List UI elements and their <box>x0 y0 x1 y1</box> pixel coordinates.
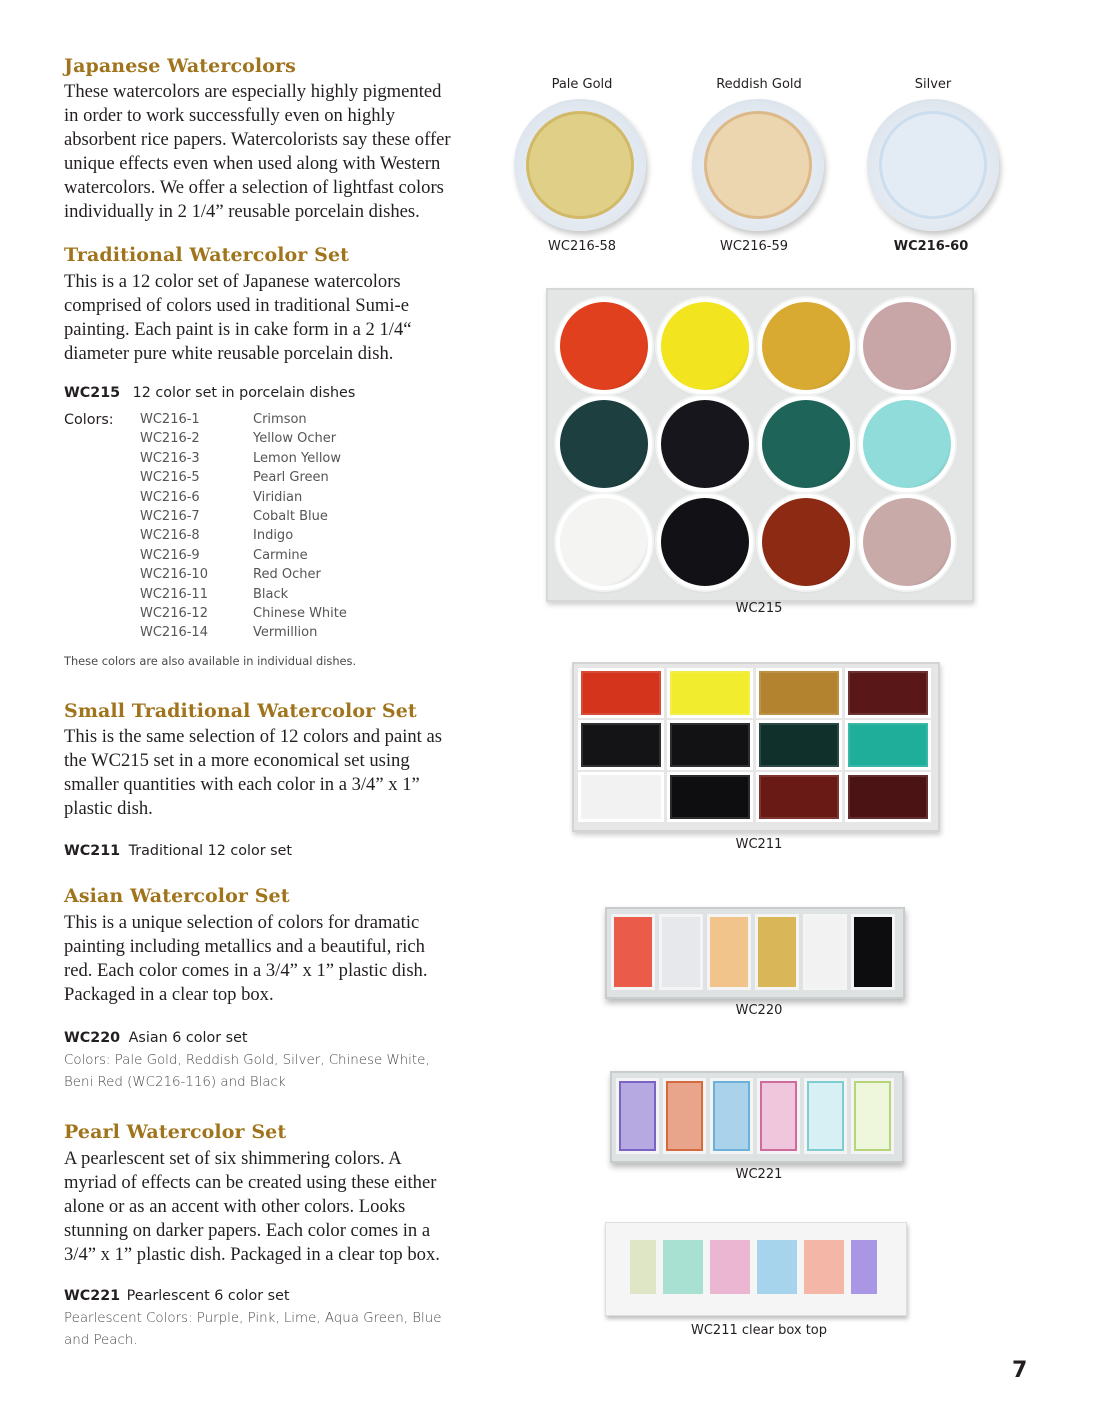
paint-cake <box>848 671 928 715</box>
lid-caption: WC211 clear box top <box>690 1323 828 1338</box>
heading-pearl-watercolor-set: Pearl Watercolor Set <box>64 1121 287 1143</box>
body-line: absorbent rice papers. Watercolorists say these offer <box>64 129 451 150</box>
paint-cake <box>762 400 850 488</box>
paint-dish <box>758 396 854 492</box>
dish-silver <box>867 99 999 231</box>
paint-cake <box>759 775 839 819</box>
body-line: myriad of effects can be created using these either <box>64 1172 437 1193</box>
color-code: WC216-3 <box>140 450 200 466</box>
body-line: painting including metallics and a beautiful, rich <box>64 936 425 957</box>
heading-small-traditional-watercolor-set: Small Traditional Watercolor Set <box>64 700 417 722</box>
color-code: WC216-10 <box>140 567 208 583</box>
paint-pan <box>578 772 664 822</box>
dish-label: Silver <box>914 77 952 92</box>
color-code: WC216-9 <box>140 547 200 563</box>
sku-description: Asian 6 color set <box>128 1030 248 1046</box>
paint-dish <box>556 396 652 492</box>
body-line: watercolors. We offer a selection of lightfast colors <box>64 177 444 198</box>
wc211-tray-image <box>572 662 940 832</box>
paint-pan <box>616 1078 659 1154</box>
paint-dish <box>758 298 854 394</box>
body-line: A pearlescent set of six shimmering colors. A <box>64 1148 402 1169</box>
paint-pan <box>667 720 753 770</box>
paint-cake <box>848 775 928 819</box>
paint-pan <box>578 720 664 770</box>
paint-cake <box>762 302 850 390</box>
paint-cake <box>662 917 700 987</box>
color-code: WC216-1 <box>140 412 200 427</box>
dish-reddish-gold <box>692 99 824 231</box>
dish-code: WC216-58 <box>548 239 616 254</box>
paint-cake <box>560 400 648 488</box>
sku-code: WC211 <box>64 843 121 859</box>
individual-dishes-note: These colors are also available in individual dishes. <box>64 654 357 668</box>
paint-pan <box>851 914 895 990</box>
paint-cake <box>759 723 839 767</box>
color-name: Lemon Yellow <box>253 450 342 466</box>
paint-pan <box>756 720 842 770</box>
paint-cake <box>581 671 661 715</box>
paint-cake <box>863 302 951 390</box>
paint-cake <box>614 917 652 987</box>
paint-pan <box>707 914 751 990</box>
color-code: WC216-14 <box>140 625 208 641</box>
color-code: WC216-5 <box>140 470 200 486</box>
paint-pan <box>803 914 847 990</box>
sku-description: Pearlescent 6 color set <box>126 1288 290 1304</box>
sku-wc221-line <box>64 1288 290 1304</box>
body-line: plastic dish. <box>64 798 153 819</box>
heading-asian-watercolor-set: Asian Watercolor Set <box>64 885 290 907</box>
wc221-caption: WC221 <box>735 1167 783 1182</box>
paint-pan <box>845 772 931 822</box>
body-line: unique effects even when used along with Western <box>64 153 441 174</box>
color-name: Cobalt Blue <box>253 508 328 524</box>
lid-window <box>757 1240 797 1294</box>
body-line: This is the same selection of 12 colors and paint as <box>64 726 442 747</box>
paint-pan <box>659 914 703 990</box>
color-code: WC216-6 <box>140 489 200 505</box>
paint-pan <box>756 668 842 718</box>
lid-window <box>804 1240 844 1294</box>
color-code: WC216-11 <box>140 586 208 602</box>
lid-window <box>663 1240 703 1294</box>
paint-cake <box>560 302 648 390</box>
paint-cake <box>581 775 661 819</box>
body-line: alone or as an accent with other colors. Looks <box>64 1196 406 1217</box>
wc221-tray-image <box>610 1071 904 1163</box>
note-line: Beni Red (WC216-116) and Black <box>64 1074 286 1090</box>
paint-dish <box>859 396 955 492</box>
body-line: comprised of colors used in traditional Sumi-e <box>64 295 409 316</box>
sku-wc211-line <box>64 843 292 859</box>
paint-cake <box>762 498 850 586</box>
sku-code: WC221 <box>64 1288 121 1304</box>
color-code: WC216-7 <box>140 508 200 524</box>
body-line: This is a 12 color set of Japanese watercolors <box>64 271 401 292</box>
lid-window <box>710 1240 750 1294</box>
body-line: This is a unique selection of colors for dramatic <box>64 912 420 933</box>
sku-description: 12 color set in porcelain dishes <box>132 385 356 401</box>
body-line: individually in 2 1/4” reusable porcelain dishes. <box>64 201 420 222</box>
paint-pan <box>851 1078 894 1154</box>
paint-dish <box>859 494 955 590</box>
sku-description: Traditional 12 color set <box>128 843 292 859</box>
paint-cake <box>863 498 951 586</box>
heading-japanese-watercolors: Japanese Watercolors <box>64 55 296 77</box>
wc215-caption: WC215 <box>735 601 783 616</box>
wc211-caption: WC211 <box>735 837 783 852</box>
body-line: Packaged in a clear top box. <box>64 984 274 1005</box>
color-name: Red Ocher <box>253 567 321 583</box>
asian-colors-note <box>64 1050 474 1093</box>
sku-code: WC215 <box>64 385 121 401</box>
paint-dish <box>657 396 753 492</box>
paint-cake <box>807 1081 844 1151</box>
color-name: Crimson <box>253 412 307 427</box>
color-name: Indigo <box>253 528 294 544</box>
paint-pan <box>667 772 753 822</box>
heading-traditional-watercolor-set: Traditional Watercolor Set <box>64 244 350 266</box>
paint-pan <box>755 914 799 990</box>
paint-cake <box>863 400 951 488</box>
paint-cake <box>879 111 987 219</box>
paint-cake <box>581 723 661 767</box>
paint-pan <box>578 668 664 718</box>
paint-cake <box>759 671 839 715</box>
paint-cake <box>670 671 750 715</box>
dish-label: Reddish Gold <box>716 77 802 92</box>
paint-cake <box>854 917 892 987</box>
paint-cake <box>670 723 750 767</box>
wc220-caption: WC220 <box>735 1003 783 1018</box>
color-name: Black <box>253 586 289 602</box>
color-name: Pearl Green <box>253 470 329 486</box>
body-line: painting. Each paint is in cake form in a 2 1/4“ <box>64 319 412 340</box>
color-name: Yellow Ocher <box>253 431 337 447</box>
body-line: diameter pure white reusable porcelain dish. <box>64 343 394 364</box>
paint-cake <box>661 498 749 586</box>
paint-cake <box>670 775 750 819</box>
page-number: 7 <box>1012 1358 1028 1383</box>
japanese-watercolors-body <box>64 80 474 224</box>
dish-code: WC216-60 <box>893 239 969 254</box>
color-code: WC216-12 <box>140 605 208 621</box>
dish-code: WC216-59 <box>720 239 788 254</box>
paint-dish <box>657 494 753 590</box>
paint-cake <box>661 400 749 488</box>
paint-cake <box>854 1081 891 1151</box>
paint-cake <box>710 917 748 987</box>
traditional-set-body <box>64 270 474 366</box>
dish-pale-gold <box>514 99 646 231</box>
paint-cake <box>619 1081 656 1151</box>
body-line: red. Each color comes in a 3/4” x 1” plastic dish. <box>64 960 428 981</box>
color-code: WC216-2 <box>140 431 200 447</box>
color-name: Vermillion <box>253 625 318 641</box>
paint-cake <box>848 723 928 767</box>
color-name: Chinese White <box>253 605 347 621</box>
paint-cake <box>704 111 812 219</box>
colors-label: Colors: <box>64 412 114 428</box>
pearl-colors-note <box>64 1308 474 1351</box>
asian-set-body <box>64 911 474 1007</box>
small-traditional-set-body <box>64 725 474 821</box>
paint-cake <box>713 1081 750 1151</box>
paint-pan <box>804 1078 847 1154</box>
body-line: the WC215 set in a more economical set using <box>64 750 410 771</box>
note-line: Colors: Pale Gold, Reddish Gold, Silver, Chinese White, <box>64 1053 430 1068</box>
paint-pan <box>667 668 753 718</box>
paint-pan <box>756 772 842 822</box>
sku-wc220-line <box>64 1030 247 1046</box>
color-code: WC216-8 <box>140 528 200 544</box>
paint-cake <box>760 1081 797 1151</box>
lid-window <box>851 1240 877 1294</box>
lid-window <box>630 1240 656 1294</box>
body-line: These watercolors are especially highly pigmented <box>64 81 442 102</box>
paint-pan <box>611 914 655 990</box>
paint-pan <box>845 720 931 770</box>
paint-cake <box>806 917 844 987</box>
sku-wc215-line <box>64 385 355 401</box>
dish-label: Pale Gold <box>551 77 613 92</box>
body-line: smaller quantities with each color in a 3/4” x 1” <box>64 774 420 795</box>
paint-pan <box>663 1078 706 1154</box>
wc215-tray-image <box>546 288 974 602</box>
paint-pan <box>757 1078 800 1154</box>
paint-cake <box>661 302 749 390</box>
body-line: stunning on darker papers. Each color comes in a <box>64 1220 431 1241</box>
paint-cake <box>666 1081 703 1151</box>
paint-cake <box>758 917 796 987</box>
paint-dish <box>556 494 652 590</box>
wc220-tray-image <box>605 907 905 999</box>
paint-pan <box>845 668 931 718</box>
sku-code: WC220 <box>64 1030 121 1046</box>
note-line: Pearlescent Colors: Purple, Pink, Lime, Aqua Green, Blue <box>64 1311 442 1326</box>
paint-cake <box>526 111 634 219</box>
wc211-clear-box-top-image <box>605 1222 907 1316</box>
paint-dish <box>758 494 854 590</box>
paint-cake <box>560 498 648 586</box>
body-line: in order to work successfully even on highly <box>64 105 396 126</box>
color-name: Viridian <box>253 489 303 505</box>
color-name: Carmine <box>253 547 308 563</box>
note-line: and Peach. <box>64 1332 138 1348</box>
paint-dish <box>859 298 955 394</box>
body-line: 3/4” x 1” plastic dish. Packaged in a clear top box. <box>64 1244 440 1265</box>
paint-dish <box>657 298 753 394</box>
paint-dish <box>556 298 652 394</box>
pearl-set-body <box>64 1147 474 1267</box>
paint-pan <box>710 1078 753 1154</box>
